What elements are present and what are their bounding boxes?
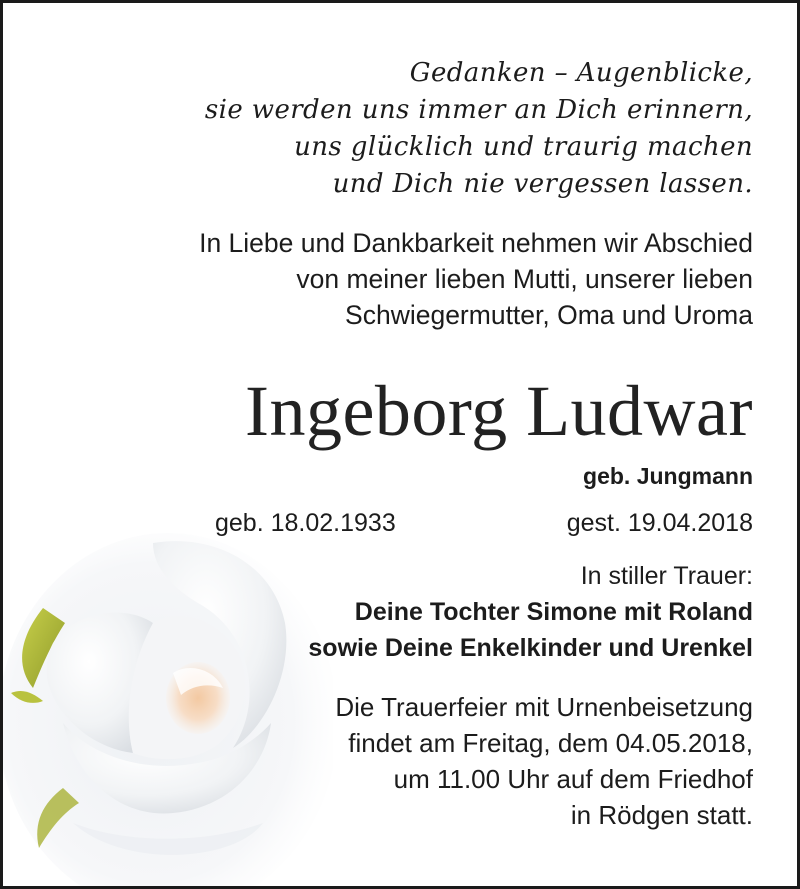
service-line: in Rödgen statt. (570, 800, 753, 830)
intro-line: In Liebe und Dankbarkeit nehmen wir Abschied (199, 228, 753, 258)
mourner-line: sowie Deine Enkelkinder und Urenkel (308, 634, 753, 662)
poem-line: und Dich nie vergessen lassen. (332, 169, 753, 199)
death-date: gest. 19.04.2018 (566, 509, 753, 537)
farewell-intro (199, 225, 753, 333)
poem-line: sie werden uns immer an Dich erinnern, (204, 95, 753, 125)
service-line: Die Trauerfeier mit Urnenbeisetzung (335, 692, 753, 722)
intro-line: von meiner lieben Mutti, unserer lieben (296, 264, 753, 294)
service-line: um 11.00 Uhr auf dem Friedhof (393, 764, 753, 794)
service-line: findet am Freitag, dem 04.05.2018, (348, 728, 753, 758)
poem-line: uns glücklich und traurig machen (294, 132, 753, 162)
intro-line: Schwiegermutter, Oma und Uroma (345, 300, 753, 330)
birth-date: geb. 18.02.1933 (215, 509, 396, 537)
mourner-line: Deine Tochter Simone mit Roland (354, 598, 753, 626)
white-rose-image (3, 523, 333, 889)
poem-line: Gedanken – Augenblicke, (409, 58, 753, 88)
deceased-name: Ingeborg Ludwar (244, 371, 753, 451)
mourners-heading: In stiller Trauer: (580, 562, 753, 590)
funeral-service-info (335, 689, 753, 833)
birth-name: geb. Jungmann (583, 463, 753, 489)
memorial-poem (205, 55, 753, 203)
mourners-block (308, 558, 753, 666)
